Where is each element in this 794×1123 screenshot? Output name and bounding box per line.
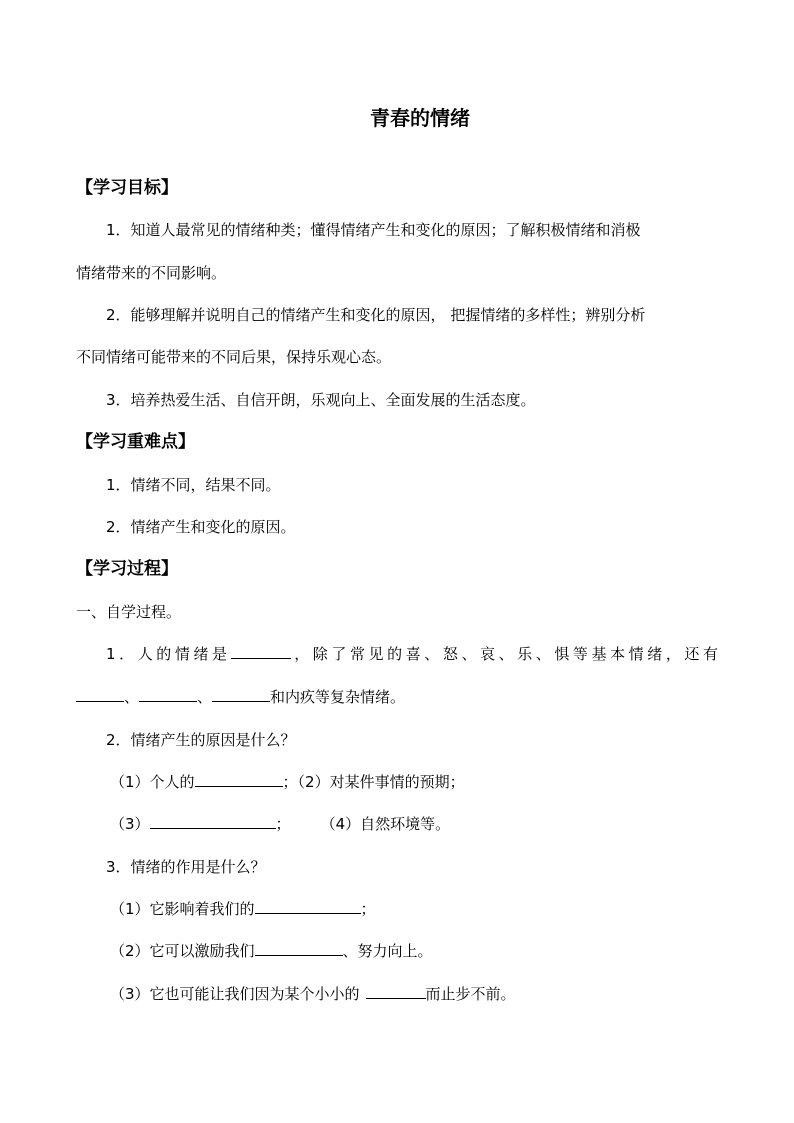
- answer-blank[interactable]: [76, 687, 124, 702]
- answer-blank[interactable]: [195, 772, 283, 787]
- key-point-2: 2．情绪产生和变化的原因。: [106, 518, 296, 536]
- separator: 、: [197, 688, 213, 706]
- objective-2-line-2: 不同情绪可能带来的不同后果，保持乐观心态。: [76, 348, 392, 366]
- objective-3: 3．培养热爱生活、自信开朗，乐观向上、全面发展的生活态度。: [106, 391, 536, 409]
- question-2-item-2: ；（2）对某件事情的预期；: [282, 773, 465, 791]
- question-2-item-1: （1）个人的: [110, 773, 195, 791]
- question-1-text-a: 1．人的情绪是: [106, 645, 231, 663]
- answer-blank[interactable]: [231, 644, 291, 659]
- section-heading-objectives: 【学习目标】: [76, 178, 178, 198]
- question-2-reasons-line-1: [110, 772, 465, 792]
- question-3-item-3-end: 而止步不前。: [425, 985, 516, 1003]
- question-1-line-1: [106, 644, 718, 664]
- question-3-item-3: [110, 984, 516, 1004]
- answer-blank[interactable]: [255, 941, 343, 956]
- question-2-item-3-end: ；: [275, 815, 291, 833]
- answer-blank[interactable]: [150, 814, 276, 829]
- question-2-reasons-line-2: [110, 814, 450, 834]
- process-part-1: 一、自学过程。: [76, 603, 182, 621]
- question-3-item-1-text: （1）它影响着我们的: [110, 900, 255, 918]
- question-2-item-4: （4）自然环境等。: [320, 815, 451, 833]
- question-2-item-3: （3）: [110, 815, 150, 833]
- question-2: 2．情绪产生的原因是什么？: [106, 731, 296, 749]
- separator: 、: [124, 688, 140, 706]
- question-1-text-end: 和内疚等复杂情绪。: [270, 688, 406, 706]
- question-3-item-1: [110, 899, 376, 919]
- answer-blank[interactable]: [255, 899, 361, 914]
- key-point-1: 1．情绪不同，结果不同。: [106, 476, 281, 494]
- answer-blank[interactable]: [139, 687, 197, 702]
- objective-1-line-1: 1．知道人最常见的情绪种类；懂得情绪产生和变化的原因；了解积极情绪和消极: [106, 221, 641, 239]
- question-3-item-1-end: ；: [360, 900, 376, 918]
- page-title: 青春的情绪: [370, 106, 470, 130]
- question-1-text-b: ，除了常见的喜、怒、哀、乐、惧等基本情绪，还有: [290, 645, 718, 663]
- question-1-line-2: [76, 687, 405, 707]
- question-3-item-2-text: （2）它可以激励我们: [110, 942, 255, 960]
- question-3-item-2: [110, 941, 433, 961]
- objective-2-line-1: 2．能够理解并说明自己的情绪产生和变化的原因， 把握情绪的多样性；辨别分析: [106, 306, 646, 324]
- section-heading-key-points: 【学习重难点】: [76, 432, 195, 452]
- question-3-item-3-text: （3）它也可能让我们因为某个小小的: [110, 985, 360, 1003]
- question-3-item-2-end: 、努力向上。: [342, 942, 433, 960]
- answer-blank[interactable]: [212, 687, 270, 702]
- section-heading-process: 【学习过程】: [76, 559, 178, 579]
- objective-1-line-2: 情绪带来的不同影响。: [76, 264, 227, 282]
- question-3: 3．情绪的作用是什么？: [106, 858, 266, 876]
- answer-blank[interactable]: [366, 984, 426, 999]
